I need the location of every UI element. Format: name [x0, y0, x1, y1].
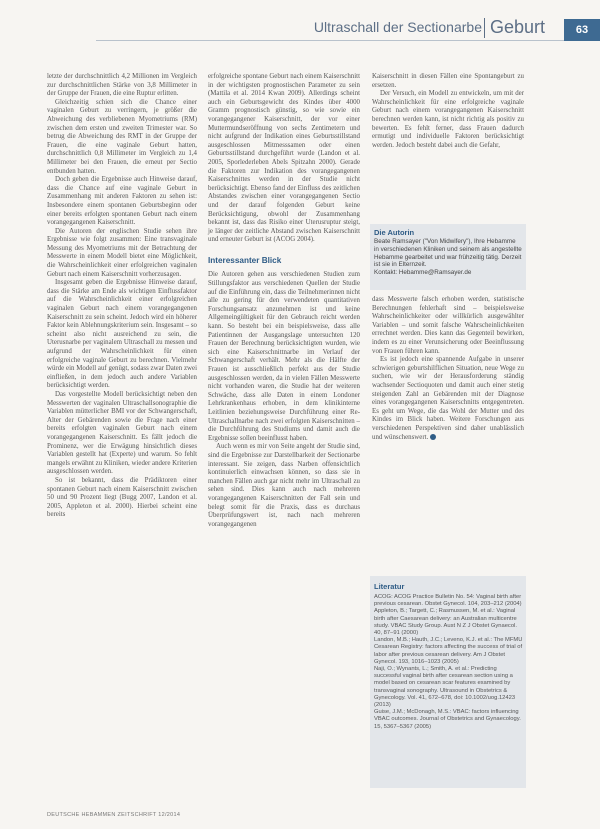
literature-item: ACOG: ACOG Practice Bulletin No. 54: Vaginal birth after previous cesarean. Obstet Gynecol. 104, 203–212 (2004) — [374, 594, 522, 608]
literature-item: Appleton, B.; Targett, C.; Rasmussen, M. et al.: Vaginal birth after Caesarean delivery: an Australian multicentre study. VBAC Study Group. Aust N Z J Obstet Gynaecol. 40, 87–91 (2000) — [374, 608, 517, 637]
paragraph: dass Messwerte falsch erhoben werden, statistische Berechnungen fehlerhaft sind – beispielsweise Wahrscheinlichkeiter oder willkürlich ausgewählter Variablen – und somit falsche Wahrscheinlichkeiten errechnet werden. Dies kann das Gegenteil bewirken, indem es zu einer Verunsicherung oder Beeinflussung von Frauen führen kann. — [372, 296, 524, 355]
literature-item: Naji, O.; Wynants, L.; Smith, A. et al.: Predicting successful vaginal birth after cesarean section using a model based on cesarean scar features examined by transvaginal sonography. Ultrasound in Obstetrics & Gynecology. Vol. 41, 672–678, doi: 10.1002/uog.12423 (2013) — [374, 666, 516, 709]
paragraph-text: Es ist jedoch eine spannende Aufgabe in unserer schwierigen geburtshilflichen Situation, neue Wege zu suchen, wie wir der Herausforderung ständig wachsender Sectioquoten und damit auch einer stetig steigenden Zahl an Gebärenden mit der Diagnose eines vorangegangenen Kaiserschnitts entgegentreten. Es geht um Wege, die das Wohl der Mutter und des Kindes im Blick haben. Weitere Forschungen aus verschiedenen Perspektiven sind daher unablässlich und wünschenswert. — [372, 356, 524, 441]
author-info-box — [370, 224, 526, 290]
literature-box — [370, 576, 526, 788]
paragraph: letzte der durchschnittlich 4,2 Millionen im Vergleich zur durchschnittlichen Stärke von 3,8 Millimeter in der Gruppe der Frauen, die eine Ruptur erlitten. — [47, 73, 197, 98]
paragraph: Die Autoren gehen aus verschiedenen Studien zum Stillungsfaktor aus verschiedenen Quellen der Studie auf die Einführung ein, dass die Teilnehmerinnen nicht alle zu gering für den verwendeten quantitativen Forschungsansatz anzunehmen ist und keine Allgemeingültigkeit für den Gebrauch reicht werden kann. So besteht bei ein beispielsweise, dass alle Patientinnen der Ausgangslage untersuchten 120 Frauen der Berechnung berücksichtigten wurden, wie sich eine Kaiserschnittnarbe im Verlauf der Schwangerschaft verhält. Mehr als die Hälfte der Frauen ist ausschließlich perfekt aus der Studie ausgeschlossen werden, da in vielen Fällen Messwerte nicht vorhanden waren, die Studie hat der weiteren Schwäche, dass alle Daten in einem Londoner Lehrkrankenhaus erhoben, in dem klinikinterne Leitlinien beziehungsweise Durchführung einer Re-Ultraschallnarbe nach zwei erfolgten Kaiserschnitten – die Durchführung des Studiums und damit auch die Ergebnisse sollen beeinflusst haben. — [208, 271, 360, 442]
column-3 — [372, 73, 524, 150]
running-header-section: Geburt — [490, 17, 546, 37]
literature-list — [374, 594, 524, 731]
column-3-continued — [372, 296, 524, 442]
paragraph: erfolgreiche spontane Geburt nach einem Kaiserschnitt in der wichtigsten prognostischen Parameter zu sein (Mattila et al. 2014 Kwan 2009). Allerdings scheint auch ein Geburtsgewicht des Kindes über 4000 Gramm prognostisch günstig, so wie sowie ein vorangegangener Kaiserschnitt, der vor einer Muttermundseröffnung von sechs Zentimetern und nicht aufgrund der Indikation eines Geburtsstillstand ausgeschlossen Mitmesssamen oder einen Geburtsstillstand durchgeführt wurde (Landon et al. 2005, Sporlederleben Abels Spitzahn 2000). Gerade die Faktoren zur Indikation des vorangegangenen Kaiserschnittes werden in der Studie nicht berücksichtigt. Ebenso fand der Einfluss des zeitlichen Abstandes zwischen einer vorangegangenen Sectio und der darauf folgenden Geburt keine Berücksichtigung, obwohl der Zusammenhang bekannt ist, dass das Risiko einer Uterusruptur steigt, je länger der zeitliche Abstand zwischen Kaiserschnitt und erneuter Geburt ist (ACOG 2004). — [208, 73, 360, 244]
paragraph — [372, 356, 524, 442]
page-number-tab: 63 — [564, 19, 600, 41]
author-box-body — [374, 238, 522, 277]
literature-title: Literatur — [374, 582, 405, 591]
paragraph: Auch wenn es mir von Seite angeht der Studie sind, sind die Ergebnisse zur Darstellbarkeit der Sectionarbe interessant. Sie zeigen, dass Narben offensichtlich kontinuierlich einwachsen können, so dass sie in manchen Fällen auch gar nicht mehr im Ultraschall zu sehen sind. Dies kann auch nach mehreren vorangegangenen Kaiserschnitten der Fall sein und belegt somit für die Praxis, dass es durchaus Überprüfungswert ist, nach nach mehreren vorangegangenen — [208, 443, 360, 528]
section-heading: Interessanter Blick — [208, 255, 282, 265]
paragraph: Doch geben die Ergebnisse auch Hinweise darauf, dass die Chance auf eine vaginale Geburt in Zusammenhang mit anderen Faktoren zu sehen ist: Insbesondere einem spontanen Geburtsbeginn oder einer bereits erfolgten spontanen Geburt nach einem vorangegangenen Kaiserschnitt. — [47, 176, 197, 227]
page-header — [0, 0, 600, 44]
paragraph: Das vorgestellte Modell berücksichtigt neben den Messwerten der vaginalen Ultraschallsonographie die Variablen mütterlicher BMI vor der Schwangerschaft, Alter der Gebärenden sowie die Frage nach einer bereits erfolgten vaginalen Geburt nach einem vorangegangenen Kaiserschnitt. Es fällt jedoch die Prominenz, wer die Erwägung hinsichtlich dieses Variablen gestellt hat (Experte) und warum. So fehlt mangels erwähnt zu Kliniken, wieder andere Kriterien ausgeschlossen werden. — [47, 390, 197, 476]
running-header-title: Ultraschall der Sectionarbe — [313, 19, 482, 35]
author-box-title: Die Autorin — [374, 228, 415, 237]
author-contact: Kontakt: Hebamme@Ramsayer.de — [374, 269, 472, 277]
paragraph: Der Versuch, ein Modell zu entwickeln, um mit der Wahrscheinlichkeit für eine erfolgreiche vaginale Geburt nach einem vorangegangenen Kaiserschnitt berechnen werden kann, ist nicht richtig als positiv zu bewerten. Es fehlt ferner, dass Frauen dadurch ermutigt und individuelle Faktoren berücksichtigt werden. Jedoch besteht dabei auch die Gefahr, — [372, 90, 524, 149]
article-end-icon — [430, 434, 436, 440]
column-2 — [208, 73, 360, 529]
paragraph: Insgesamt geben die Ergebnisse Hinweise darauf, dass die Stärke am Ende als wichtigen Einflussfaktor auf die Wahrscheinlichkeit einer erfolgreichen vaginalen Geburt nach einem vorangegangenen Kaiserschnitt zu sein scheint. Jedoch wird ein höherer Faktor kein Ablehnungskriterium sein. Insgesamt – so scheint also nicht ausreichend zu sein, die Uterusnarbe per vaginalem Ultraschall zu messen und aufgrund der Wahrscheinlichkeit für einen erfolgreiche vaginale Geburt zu berechnen. Vielmehr würde ein Modell auf genügt, sodass zwar Daten zwei einfließen, in dem jedoch auch andere Variablen berücksichtigt werden. — [47, 279, 197, 390]
page-footer: DEUTSCHE HEBAMMEN ZEITSCHRIFT 12/2014 — [47, 812, 181, 818]
paragraph: So ist bekannt, dass die Prädiktoren einer spontanen Geburt nach einem Kaiserschnitt zwischen 50 und 90 Prozent liegt (Bugg 2007, Landon et al. 2005, Appleton et al. 2000). Hierbei scheint eine bereits — [47, 476, 197, 519]
literature-item: Landon, M.B.; Hauth, J.C.; Leveno, K.J. et al.: The MFMU Cesarean Registry: factors affecting the success of trial of labor after previous cesarean delivery. Am J Obstet Gynecol. 193, 1016–1023 (2005) — [374, 637, 523, 665]
literature-item: Guise, J.M.; McDonagh, M.S.: VBAC: factors influencing VBAC outcomes. Journal of Obstetrics and Gynaecology. 15, 5367–5367 (2005) — [374, 709, 521, 730]
author-bio: Beate Ramsayer ("Von Midwifery"), Ihre Hebamme in verschiedenen Kliniken und seinem als angestellte Hebamme gearbeitet und war frühzeitig tätig. Derzeit ist sie in Elternzeit. — [374, 238, 522, 269]
column-1 — [47, 73, 197, 520]
header-rule — [96, 40, 566, 41]
paragraph: Die Autoren der englischen Studie sehen ihre Ergebnisse wie folgt zusammen: Eine transvaginale Messung des Myometriums mit der Betrachtung der Messwerte in einem Modell bietet eine Möglichkeit, die Wahrscheinlichkeit einer erfolgreichen vaginalen Geburt nach einem Kaiserschnitt vorherzusagen. — [47, 227, 197, 278]
paragraph: Kaiserschnitt in diesen Fällen eine Spontangeburt zu ersetzen. — [372, 73, 524, 89]
paragraph: Gleichzeitig schien sich die Chance einer vaginalen Geburt zu verringern, je größer die Abweichung des verbliebenen Myometriums (RM) zwischen dem ersten und zweiten Trimester war. So betrug die Abweichung des RMT in der Gruppe der Frauen, die eine vaginale Geburt hatten, durchschnittlich 0,8 Millimeter im Vergleich zu 1,4 Millimeter bei den Frauen, die erneut per Sectio entbunden hatten. — [47, 98, 197, 175]
header-separator — [484, 18, 485, 38]
